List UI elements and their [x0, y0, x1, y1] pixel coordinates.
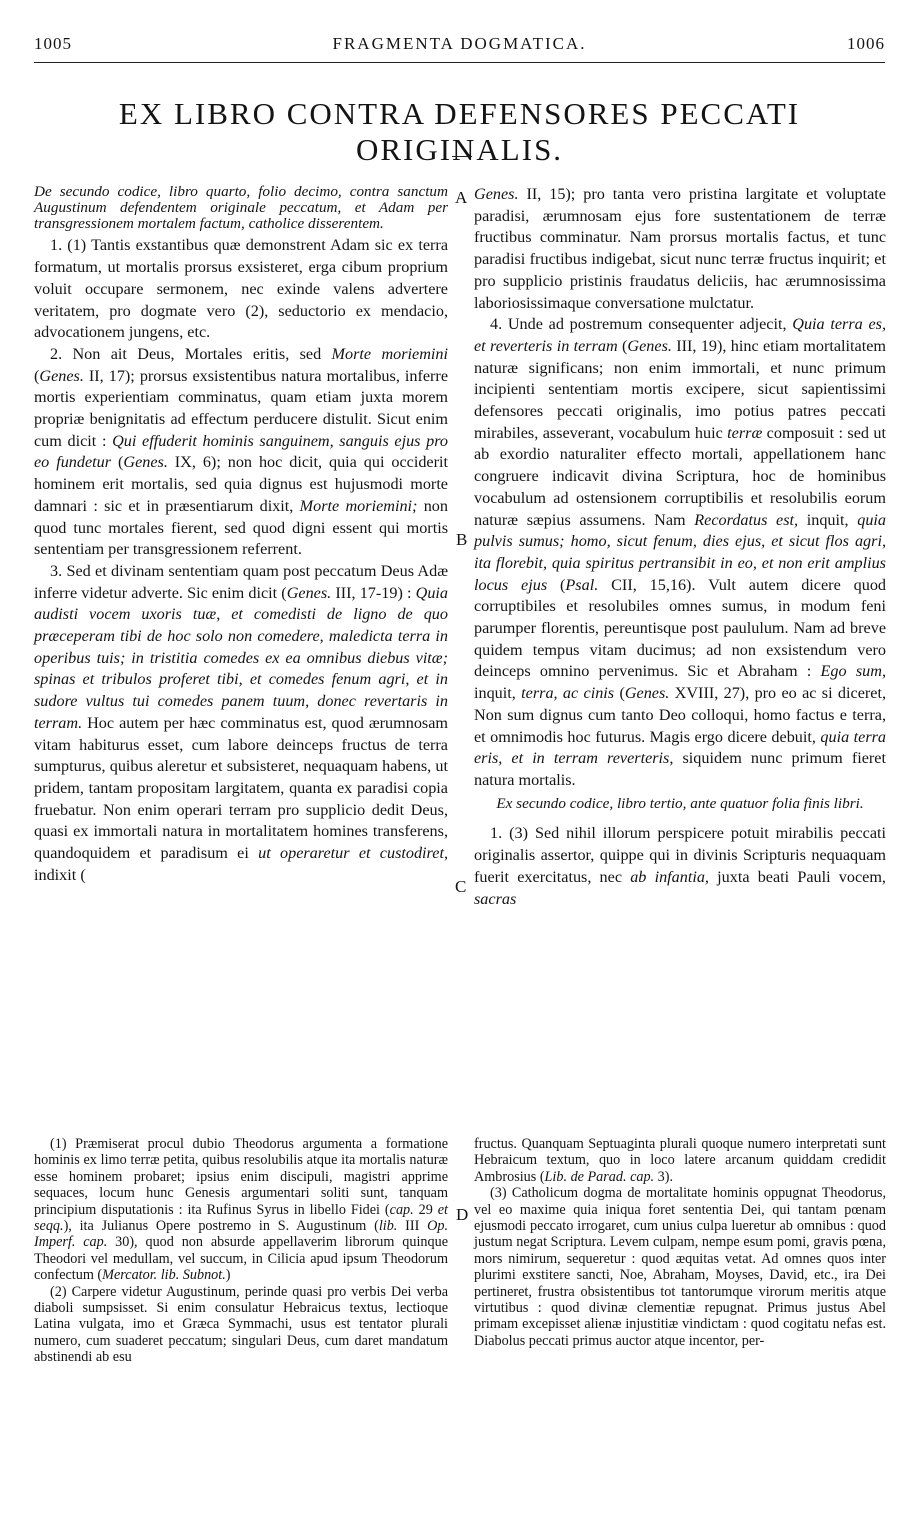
italic-run: Genes. [39, 366, 84, 385]
italic-run: Genes. [123, 453, 168, 472]
running-head [34, 32, 885, 58]
main-title: EX LIBRO CONTRA DEFENSORES PECCATI ORIGINALIS. [118, 96, 801, 167]
margin-letter-c: C [455, 877, 467, 896]
italic-run: ab infantia, [630, 867, 709, 886]
text-run: inquit, [474, 684, 522, 703]
margin-letter-a: A [455, 188, 468, 207]
italic-run: Morte moriemini; [299, 496, 418, 515]
italic-run: Genes. [474, 185, 519, 203]
text-run: 2. Non ait Deus, Mortales eritis, sed [50, 344, 332, 363]
text-run: ) [225, 1267, 231, 1284]
italic-run: Qui effuderit hominis sanguinem, sanguis ejus pro eo fundetur [34, 431, 449, 472]
margin-letter-b: B [456, 530, 468, 549]
italic-run: Genes. [286, 583, 332, 602]
italic-run: Mercator. lib. Subnot. [102, 1267, 226, 1284]
italic-run: Quia audisti vocem uxoris tuæ, et comedisti de ligno de quo præceperam tibi de hoc solo non comedere, maledicta terra in operibus tuis; in tristitia comedes ex ea omnibus diebus vitæ; spinas et tribulos proferet tibi, et comedes fenum agri, et in sudore vultus tui comedes panem tuum, donec revertaris in terram. [34, 583, 449, 732]
italic-run: terra, ac cinis [521, 684, 615, 703]
text-run: inquit, [798, 510, 858, 529]
text-run: 1. (3) Sed nihil illorum perspicere potuit mirabilis peccati originalis assertor, quippe qui in divinis Scripturis nequaquam fuerit exercitatus, nec [474, 824, 886, 886]
italic-run: Lib. de Parad. cap. [544, 1168, 655, 1185]
italic-run: Genes. [627, 336, 672, 355]
italic-run: Genes. [624, 684, 670, 703]
text-run: ), ita Julianus Opere postremo in S. Augustinum ( [63, 1218, 379, 1235]
italic-run: Recordatus est, [694, 510, 799, 529]
text-run: 29 [413, 1201, 438, 1218]
italic-run: ut operaretur et custodiret, [258, 844, 448, 863]
text-run: Hoc autem per hæc comminatus est, quod ærumnosam vitam habiturus esset, cum labore deinceps fructus de terra sumpturus, quibus aleretur et subsisteret, nequaquam habens, ut pridem, tantam propositam largitatem, quanta ex paradisi copia fruebatur. Non enim operari terram pro supplicio dedit Deus, quasi ex immortali natura in mortalitatem homines transferens, quandoquidem et paradisum ei [34, 713, 448, 863]
text-run: III, 17-19) : [331, 583, 416, 602]
italic-run: lib. [378, 1218, 398, 1235]
italic-run: Quia terra es, et reverteris in terram [474, 315, 886, 355]
text-run: XVIII, 27), pro eo ac si diceret, Non sum dignus cum tanto Deo colloqui, homo factus e terra, et omnimodis hoc futurus. Magis ergo dicere debuit, [474, 684, 887, 746]
footnote-2-continuation [474, 1136, 886, 1185]
paragraph-4 [474, 314, 886, 791]
text-run: III [397, 1218, 428, 1235]
paragraph-2 [34, 344, 448, 561]
paragraph-continuation [474, 184, 886, 314]
italic-run: terræ [727, 423, 763, 442]
text-run: 4. Unde ad postremum consequenter adjecit, [490, 315, 793, 334]
running-title: FRAGMENTA DOGMATICA. [332, 34, 587, 53]
text-run: III, 19), hinc etiam mortalitatem naturæ significans; non enim immortali, et nunc primum incipienti sententiam mortis excipere, sicut sapientissimi defensores peccati originalis, imo potius patres peccati mirabiles, asseverant, vocabulum huic [474, 336, 886, 442]
left-column [34, 184, 448, 886]
footnotes-left [34, 1136, 448, 1366]
text-run: II, 17); prorsus exsistentibus natura mortalibus, inferre mortis experientiam comminatus, quam etiam juxta morem propriæ benignitatis ad effectum perducere distulit. Sicut enim cum dicit : [34, 366, 448, 450]
paragraph-3 [34, 561, 448, 887]
text-run: CII, 15,16). Vult autem dicere quod corruptibiles et resolubiles omnes sumus, in modum feni parumper florentis, pereuntisque post paululum. Nam ad breve quidem tempus vitam ducimus; ad non exsistendum vero deinceps omnino pervenimus. Sic et Abraham : [474, 575, 887, 681]
text-run: ( [614, 684, 625, 703]
text-run: 3). [654, 1168, 674, 1185]
text-run: juxta beati Pauli vocem, [708, 867, 886, 886]
italic-run: quia pulvis sumus; homo, sicut fenum, dies ejus, et sicut flos agri, ita florebit, quia spiritus pertransibit in eo, et non erit amplius locus ejus [474, 510, 886, 594]
text-run: indixit ( [34, 865, 86, 884]
footnote-3: (3) Catholicum dogma de mortalitate hominis oppugnat Theodorus, vel eo maxime quia iniqua foret sententia Dei, qui tantam pœnam ejusmodi peccato irrogaret, cum unius culpa lueretur ab omnibus : quod justum negat Scriptura. Levem culpam, nempe esum pomi, gravis pœna, mors nimirum, sequeretur : quod æquitas vetat. Ad omnes quos inter plurimi exstitere sancti, Noe, Abraham, Moyses, David, etc., ira Dei pertineret, frustra obsistentibus tot tantorumque virorum meritis atque virtutibus : quod divinæ clementiæ repugnat. Primus justus Abel primam excepisset alienæ injustitiæ vindictam : quod cogitatu nefas est. Diabolus peccati primus auctor atque incentor, per- [474, 1185, 886, 1349]
italic-run: et seqq. [34, 1201, 448, 1235]
page-number-left: 1005 [34, 34, 72, 53]
text-run: 30), quod non absurde appellaverim librorum quinque Theodori vel medullam, vel succum, in Cilicia apud ipsum Theodorum confectum ( [34, 1234, 448, 1284]
section-heading-2: Ex secundo codice, libro tertio, ante quatuor folia finis libri. [496, 794, 864, 812]
text-run: IX, 6); non hoc dicit, quia qui occiderit hominem erit mortalis, sed quia dignus est hujusmodi morte damnari : sic et in præsentiarum dixit, [34, 453, 448, 515]
footnotes-right [474, 1136, 886, 1349]
text-run: ( [547, 575, 566, 594]
text-run: composuit : sed ut ab exordio naturaliter effecto mortali, appellationem hanc congruere indicavit divina Scriptura, hoc de hominibus vocabulum ad ostensionem corruptibilis et resolubilis eorum naturæ sæpius assumens. Nam [474, 423, 886, 529]
text-run: fructus. Quanquam Septuaginta plurali quoque numero interpretati sunt Hebraicum textum, quo in loco latere arcanum quiddam credidit Ambrosius ( [474, 1136, 886, 1185]
text-run: ( [617, 336, 628, 355]
italic-run: Ego sum, [820, 662, 886, 681]
margin-letter-d: D [456, 1205, 469, 1224]
right-column [474, 184, 886, 910]
italic-run: Op. Imperf. cap. [34, 1218, 448, 1251]
text-run: II, 15); pro tanta vero pristina largitate et voluptate paradisi, ærumnosam ejus fore sustentationem de terræ fructibus comminatur. Nam prorsus mortalis factus, et tunc paradisi fructibus indigebat, sicut nunc terræ fructus inquirit; et pro supplicio pristinis fraudatus deliciis, hac ærumnosissima laboriosissimaque conversatione mulctatur. [474, 185, 886, 312]
italic-run: sacras [474, 889, 517, 908]
paragraph-5 [474, 823, 886, 910]
italic-run: cap. [389, 1201, 414, 1218]
text-run: (1) Præmiserat procul dubio Theodorus argumenta a formatione hominis ex limo terræ petita, quibus resolubilis atque ita mortalis naturæ esse hominem probaret; ipsius enim discipuli, magistri apprime sequaces, locum hunc Genesis argumentari soliti sunt, tanquam principium disputationis : ita Rufinus Syrus in libello Fidei ( [34, 1136, 448, 1218]
italic-run: quia terra eris, et in terram reverteris, [474, 727, 887, 768]
text-run: siquidem nunc primum fieret natura mortalis. [474, 749, 886, 789]
section-heading: De secundo codice, libro quarto, folio decimo, contra sanctum Augustinum defendentem originale peccatum, et Adam per transgressionem mortalem factum, catholice disserentem. [34, 183, 448, 232]
text-run: non quod tunc mortales fierent, sed quod digni essent qui mortis sententiam per transgressionem referrent. [34, 496, 448, 559]
title-dash [452, 156, 472, 157]
text-run: 3. Sed et divinam sententiam quam post peccatum Deus Adæ inferre videtur adverte. Sic enim dicit ( [34, 561, 448, 602]
footnote-2: (2) Carpere videtur Augustinum, perinde quasi pro verbis Dei verba diaboli sumpsisset. Si enim consulatur Hebraicus textus, lectioque Latina vulgata, imo et Græca Symmachi, usus est tentator plurali numero, cum suaderet peccatum; singulari Deus, cum daret mandatum abstinendi ab esu [34, 1283, 448, 1366]
paragraph-1: 1. (1) Tantis exstantibus quæ demonstrent Adam sic ex terra formatum, ut mortalis prorsus exsisteret, erga cibum proprium voluit occupare sermonem, nec exinde valens advertere veritatem, pro dogmate vero (2), seductorio ex mendacio, advocationem jungens, etc. [34, 236, 448, 342]
italic-run: Psal. [565, 575, 599, 594]
italic-run: Morte moriemini [331, 344, 449, 363]
footnote-1 [34, 1136, 448, 1284]
text-run: ( [34, 366, 40, 385]
text-run: ( [111, 453, 124, 472]
header-rule [34, 62, 885, 63]
page-number-right: 1006 [847, 34, 885, 53]
